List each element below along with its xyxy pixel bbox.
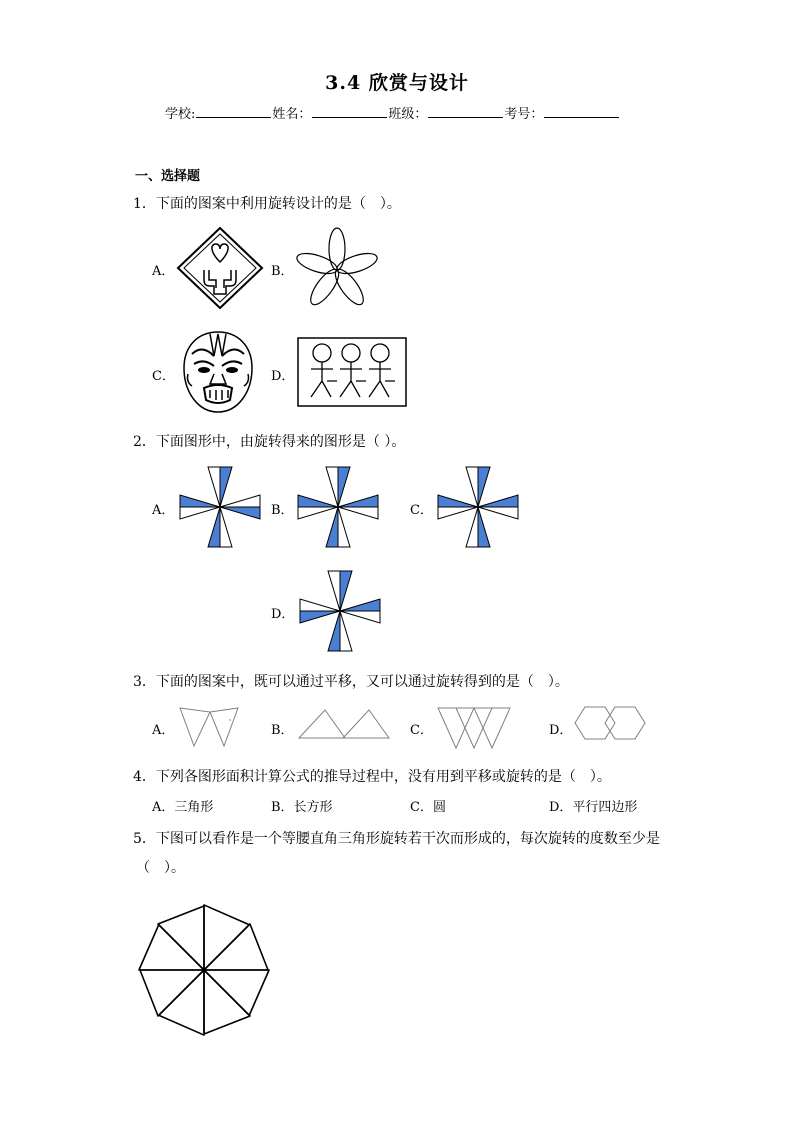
q4-option-b[interactable]: B．长方形 bbox=[271, 800, 333, 815]
q3-d-hexagons-figure[interactable] bbox=[575, 705, 655, 741]
school-label: 学校: bbox=[165, 107, 196, 122]
question-1-text: 1．下面的图案中利用旋转设计的是（ ）。 bbox=[133, 196, 401, 212]
question-3-text: 3．下面的图案中，既可以通过平移，又可以通过旋转得到的是（ ）。 bbox=[133, 674, 569, 690]
q1-option-c-label: C． bbox=[152, 369, 175, 384]
q1-option-d-label: D． bbox=[271, 369, 295, 384]
q3-a-triangles-figure[interactable] bbox=[180, 706, 240, 748]
question-2-text: 2．下面图形中，由旋转得来的图形是（ ）。 bbox=[133, 434, 406, 450]
q1-option-b-label: B． bbox=[271, 264, 294, 279]
q2-option-d-label: D． bbox=[271, 607, 295, 622]
q3-c-triangles-figure[interactable] bbox=[436, 706, 512, 750]
class-blank[interactable] bbox=[428, 105, 503, 118]
q3-option-b-label: B． bbox=[271, 723, 294, 738]
q3-option-a-label: A． bbox=[152, 723, 175, 738]
q4-option-a[interactable]: A．三角形 bbox=[152, 800, 214, 815]
q1-b-flower-figure[interactable] bbox=[293, 226, 381, 310]
name-blank[interactable] bbox=[312, 105, 387, 118]
q2-c-pinwheel-figure[interactable] bbox=[438, 467, 518, 547]
page-title: 3.4 欣赏与设计 bbox=[325, 72, 469, 94]
section-heading: 一、选择题 bbox=[135, 169, 201, 184]
class-label: 班级： bbox=[388, 107, 428, 122]
q3-b-triangles-figure[interactable] bbox=[297, 708, 391, 740]
question-5-text-line1: 5．下图可以看作是一个等腰直角三角形旋转若干次而形成的，每次旋转的度数至少是 bbox=[133, 831, 660, 847]
q2-option-b-label: B． bbox=[271, 503, 294, 518]
q1-a-heart-hands-figure[interactable] bbox=[178, 228, 262, 308]
school-blank[interactable] bbox=[196, 105, 271, 118]
q2-a-pinwheel-figure[interactable] bbox=[180, 467, 260, 547]
q1-d-stick-figures-figure[interactable] bbox=[297, 337, 407, 407]
q2-option-c-label: C． bbox=[410, 503, 433, 518]
q4-option-d[interactable]: D．平行四边形 bbox=[549, 800, 638, 815]
question-4-text: 4．下列各图形面积计算公式的推导过程中，没有用到平移或旋转的是（ ）。 bbox=[133, 769, 611, 785]
name-label: 姓名： bbox=[272, 107, 312, 122]
q3-option-c-label: C． bbox=[410, 723, 433, 738]
q5-triangle-pinwheel-figure bbox=[137, 905, 271, 1035]
student-info-line bbox=[165, 103, 620, 122]
question-5-text-line2: （ ）。 bbox=[136, 860, 185, 876]
q1-c-opera-mask-figure[interactable] bbox=[180, 330, 256, 414]
q1-option-a-label: A． bbox=[152, 264, 175, 279]
q3-option-d-label: D． bbox=[549, 723, 573, 738]
q4-option-c[interactable]: C．圆 bbox=[410, 800, 446, 815]
q2-d-pinwheel-figure[interactable] bbox=[300, 571, 380, 651]
q2-b-pinwheel-figure[interactable] bbox=[298, 467, 378, 547]
q2-option-a-label: A． bbox=[152, 503, 175, 518]
exam-no-label: 考号： bbox=[504, 107, 544, 122]
exam-no-blank[interactable] bbox=[544, 105, 619, 118]
